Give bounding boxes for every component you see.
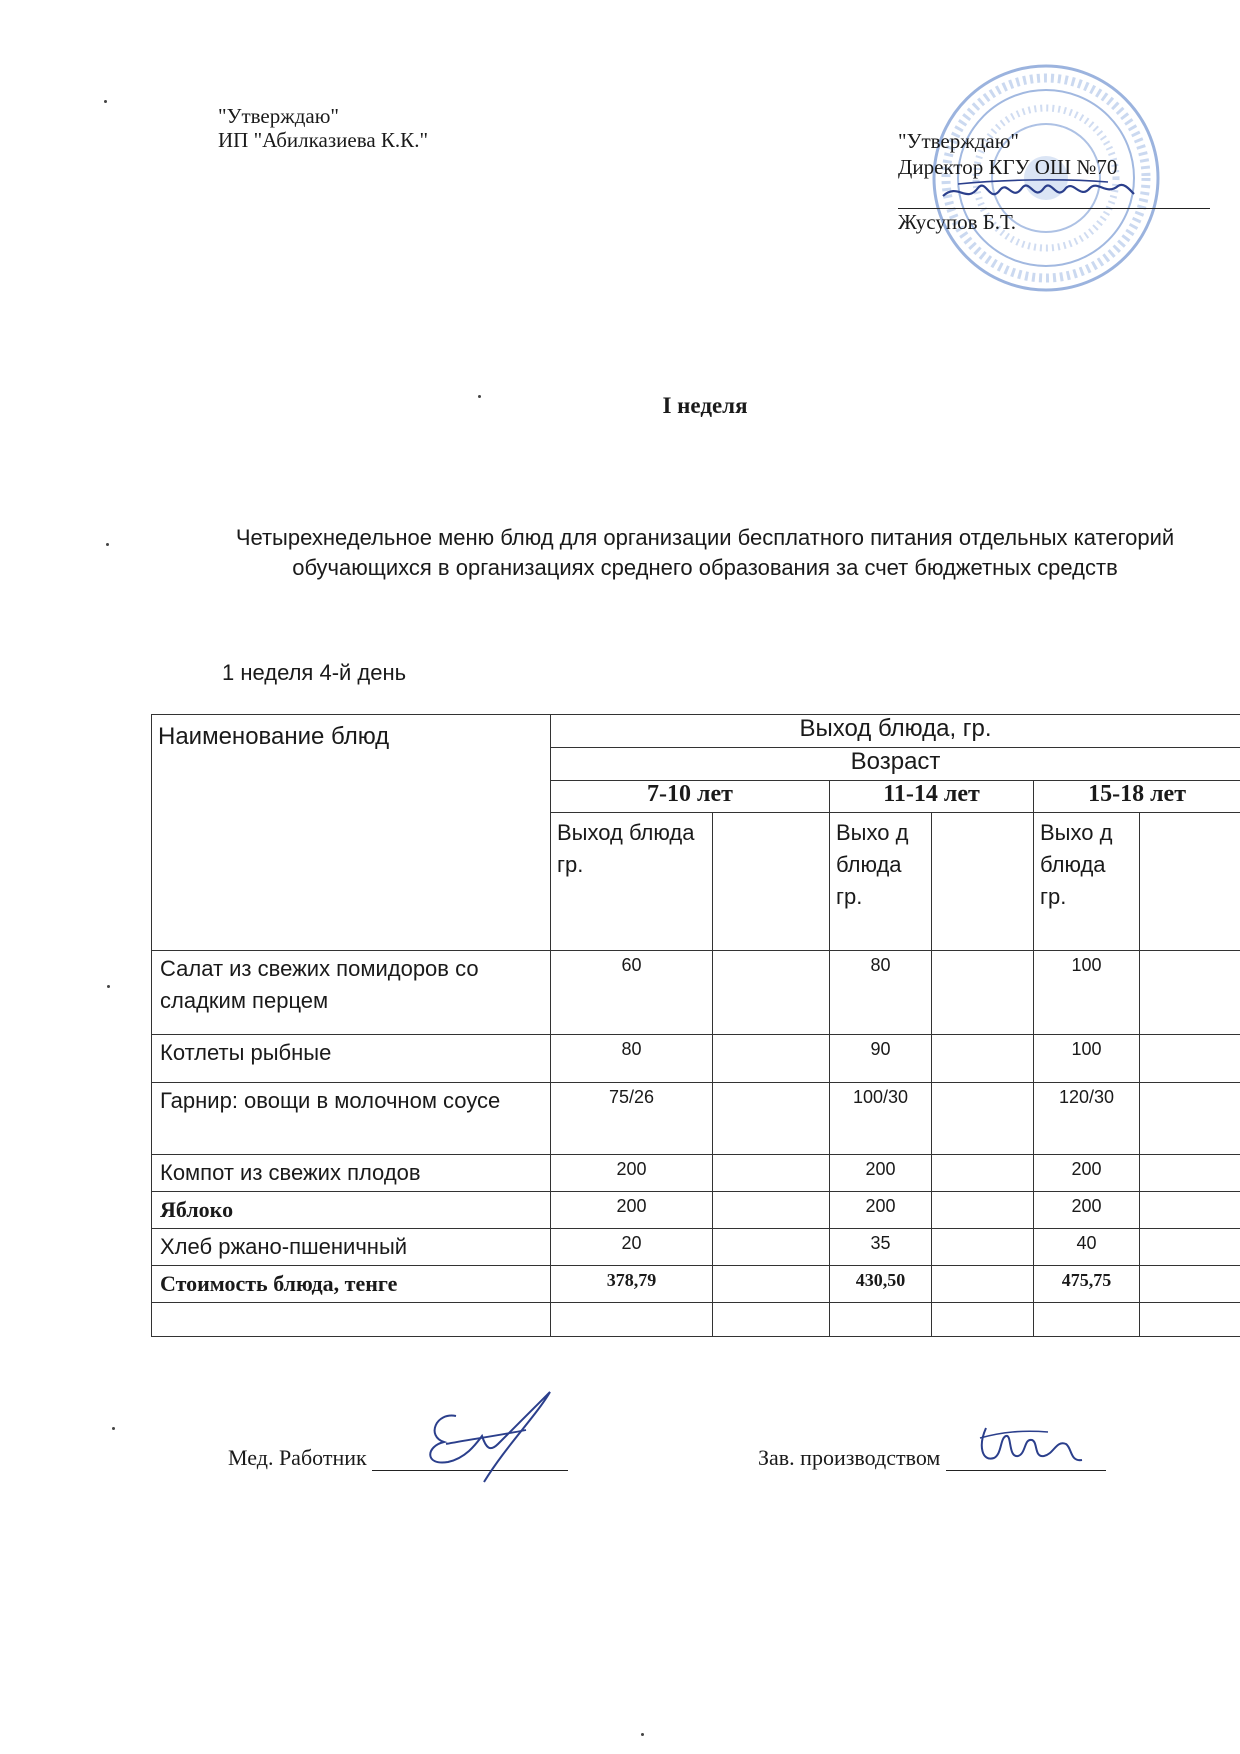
empty-cell (713, 1083, 830, 1155)
empty-cell (1034, 1303, 1140, 1337)
prod-signature-line (946, 1448, 1106, 1471)
value-11-14: 200 (830, 1155, 932, 1192)
empty-cell (713, 1155, 830, 1192)
approval-right-line1: "Утверждаю" (898, 129, 1020, 153)
value-7-10: 200 (551, 1155, 713, 1192)
med-worker-label: Мед. Работник (228, 1445, 367, 1470)
value-7-10: 20 (551, 1229, 713, 1266)
value-11-14: 100/30 (830, 1083, 932, 1155)
value-15-18: 120/30 (1034, 1083, 1140, 1155)
empty-cell (1140, 1192, 1240, 1229)
table-row (152, 1192, 1240, 1229)
prod-signature-icon (972, 1418, 1102, 1478)
empty-cell (1140, 1303, 1240, 1337)
table-row (152, 1155, 1240, 1192)
director-signature-icon (938, 174, 1138, 214)
production-head-signature (758, 1445, 1106, 1471)
header-output: Выход блюда, гр. (551, 715, 1240, 748)
director-signature-line (898, 180, 1210, 209)
approval-block-right (898, 128, 1210, 235)
empty-cell (932, 1303, 1034, 1337)
approval-block-left (218, 104, 428, 152)
value-7-10: 60 (551, 951, 713, 1035)
header-age-11-14: 11-14 лет (830, 781, 1034, 813)
empty-cell (1140, 1035, 1240, 1083)
table-row-empty (152, 1303, 1240, 1337)
value-15-18: 40 (1034, 1229, 1140, 1266)
dish-name: Компот из свежих плодов (152, 1155, 551, 1192)
value-7-10: 75/26 (551, 1083, 713, 1155)
scan-speck (641, 1733, 644, 1736)
scan-speck (106, 543, 109, 546)
approval-right-line2: Директор КГУ ОШ №70 (898, 155, 1118, 179)
approval-left-line2: ИП "Абилказиева К.К." (218, 128, 429, 152)
dish-name: Яблоко (152, 1192, 551, 1229)
empty-cell (1140, 1155, 1240, 1192)
empty-cell (713, 1303, 830, 1337)
day-label: 1 неделя 4-й день (222, 660, 407, 685)
value-15-18: 100 (1034, 1035, 1140, 1083)
med-worker-signature (228, 1445, 568, 1471)
empty-cell (932, 1155, 1034, 1192)
table-row-total (152, 1266, 1240, 1303)
empty-cell (932, 1266, 1034, 1303)
empty-cell (932, 1035, 1034, 1083)
empty-cell (713, 1192, 830, 1229)
week-title: I неделя (662, 393, 748, 418)
empty-cell (1140, 813, 1240, 951)
scan-speck (107, 985, 110, 988)
empty-cell (830, 1303, 932, 1337)
subheader-output-1: Выход блюда гр. (551, 813, 713, 951)
scan-speck (112, 1427, 115, 1430)
subheader-output-2: Выхо д блюда гр. (830, 813, 932, 951)
value-15-18: 100 (1034, 951, 1140, 1035)
director-name: Жусупов Б.Т. (898, 210, 1017, 234)
empty-cell (713, 1266, 830, 1303)
production-head-label: Зав. производством (758, 1445, 941, 1470)
empty-cell (1140, 1229, 1240, 1266)
empty-cell (932, 813, 1034, 951)
dish-name: Салат из свежих помидоров со сладким перцем (152, 951, 551, 1035)
dish-name: Котлеты рыбные (152, 1035, 551, 1083)
cost-7-10: 378,79 (551, 1266, 713, 1303)
empty-cell (152, 1303, 551, 1337)
empty-cell (713, 1035, 830, 1083)
empty-cell (932, 951, 1034, 1035)
value-7-10: 80 (551, 1035, 713, 1083)
menu-table (151, 714, 1240, 1337)
empty-cell (1140, 951, 1240, 1035)
value-11-14: 80 (830, 951, 932, 1035)
empty-cell (932, 1229, 1034, 1266)
subheader-output-3: Выхо д блюда гр. (1034, 813, 1140, 951)
value-15-18: 200 (1034, 1155, 1140, 1192)
empty-cell (713, 951, 830, 1035)
table-row (152, 1229, 1240, 1266)
value-7-10: 200 (551, 1192, 713, 1229)
empty-cell (713, 813, 830, 951)
med-signature-icon (386, 1386, 566, 1496)
empty-cell (713, 1229, 830, 1266)
cost-11-14: 430,50 (830, 1266, 932, 1303)
header-age-7-10: 7-10 лет (551, 781, 830, 813)
table-row (152, 1035, 1240, 1083)
empty-cell (932, 1192, 1034, 1229)
header-age: Возраст (551, 748, 1240, 781)
empty-cell (1140, 1266, 1240, 1303)
value-11-14: 35 (830, 1229, 932, 1266)
header-age-15-18: 15-18 лет (1034, 781, 1240, 813)
value-15-18: 200 (1034, 1192, 1140, 1229)
value-11-14: 200 (830, 1192, 932, 1229)
table-row (152, 1083, 1240, 1155)
med-signature-line (372, 1448, 568, 1471)
value-11-14: 90 (830, 1035, 932, 1083)
table-row (152, 951, 1240, 1035)
empty-cell (932, 1083, 1034, 1155)
dish-cost-label: Стоимость блюда, тенге (152, 1266, 551, 1303)
empty-cell (551, 1303, 713, 1337)
document-subtitle: Четырехнедельное меню блюд для организации бесплатного питания отдельных категорий обучающихся в организациях среднего образования за счет бюджетных средств (235, 525, 1175, 580)
dish-name: Гарнир: овощи в молочном соусе (152, 1083, 551, 1155)
header-dish-name: Наименование блюд (152, 715, 551, 951)
dish-name: Хлеб ржано-пшеничный (152, 1229, 551, 1266)
cost-15-18: 475,75 (1034, 1266, 1140, 1303)
empty-cell (1140, 1083, 1240, 1155)
approval-left-line1: "Утверждаю" (218, 104, 340, 128)
scan-speck (104, 100, 107, 103)
